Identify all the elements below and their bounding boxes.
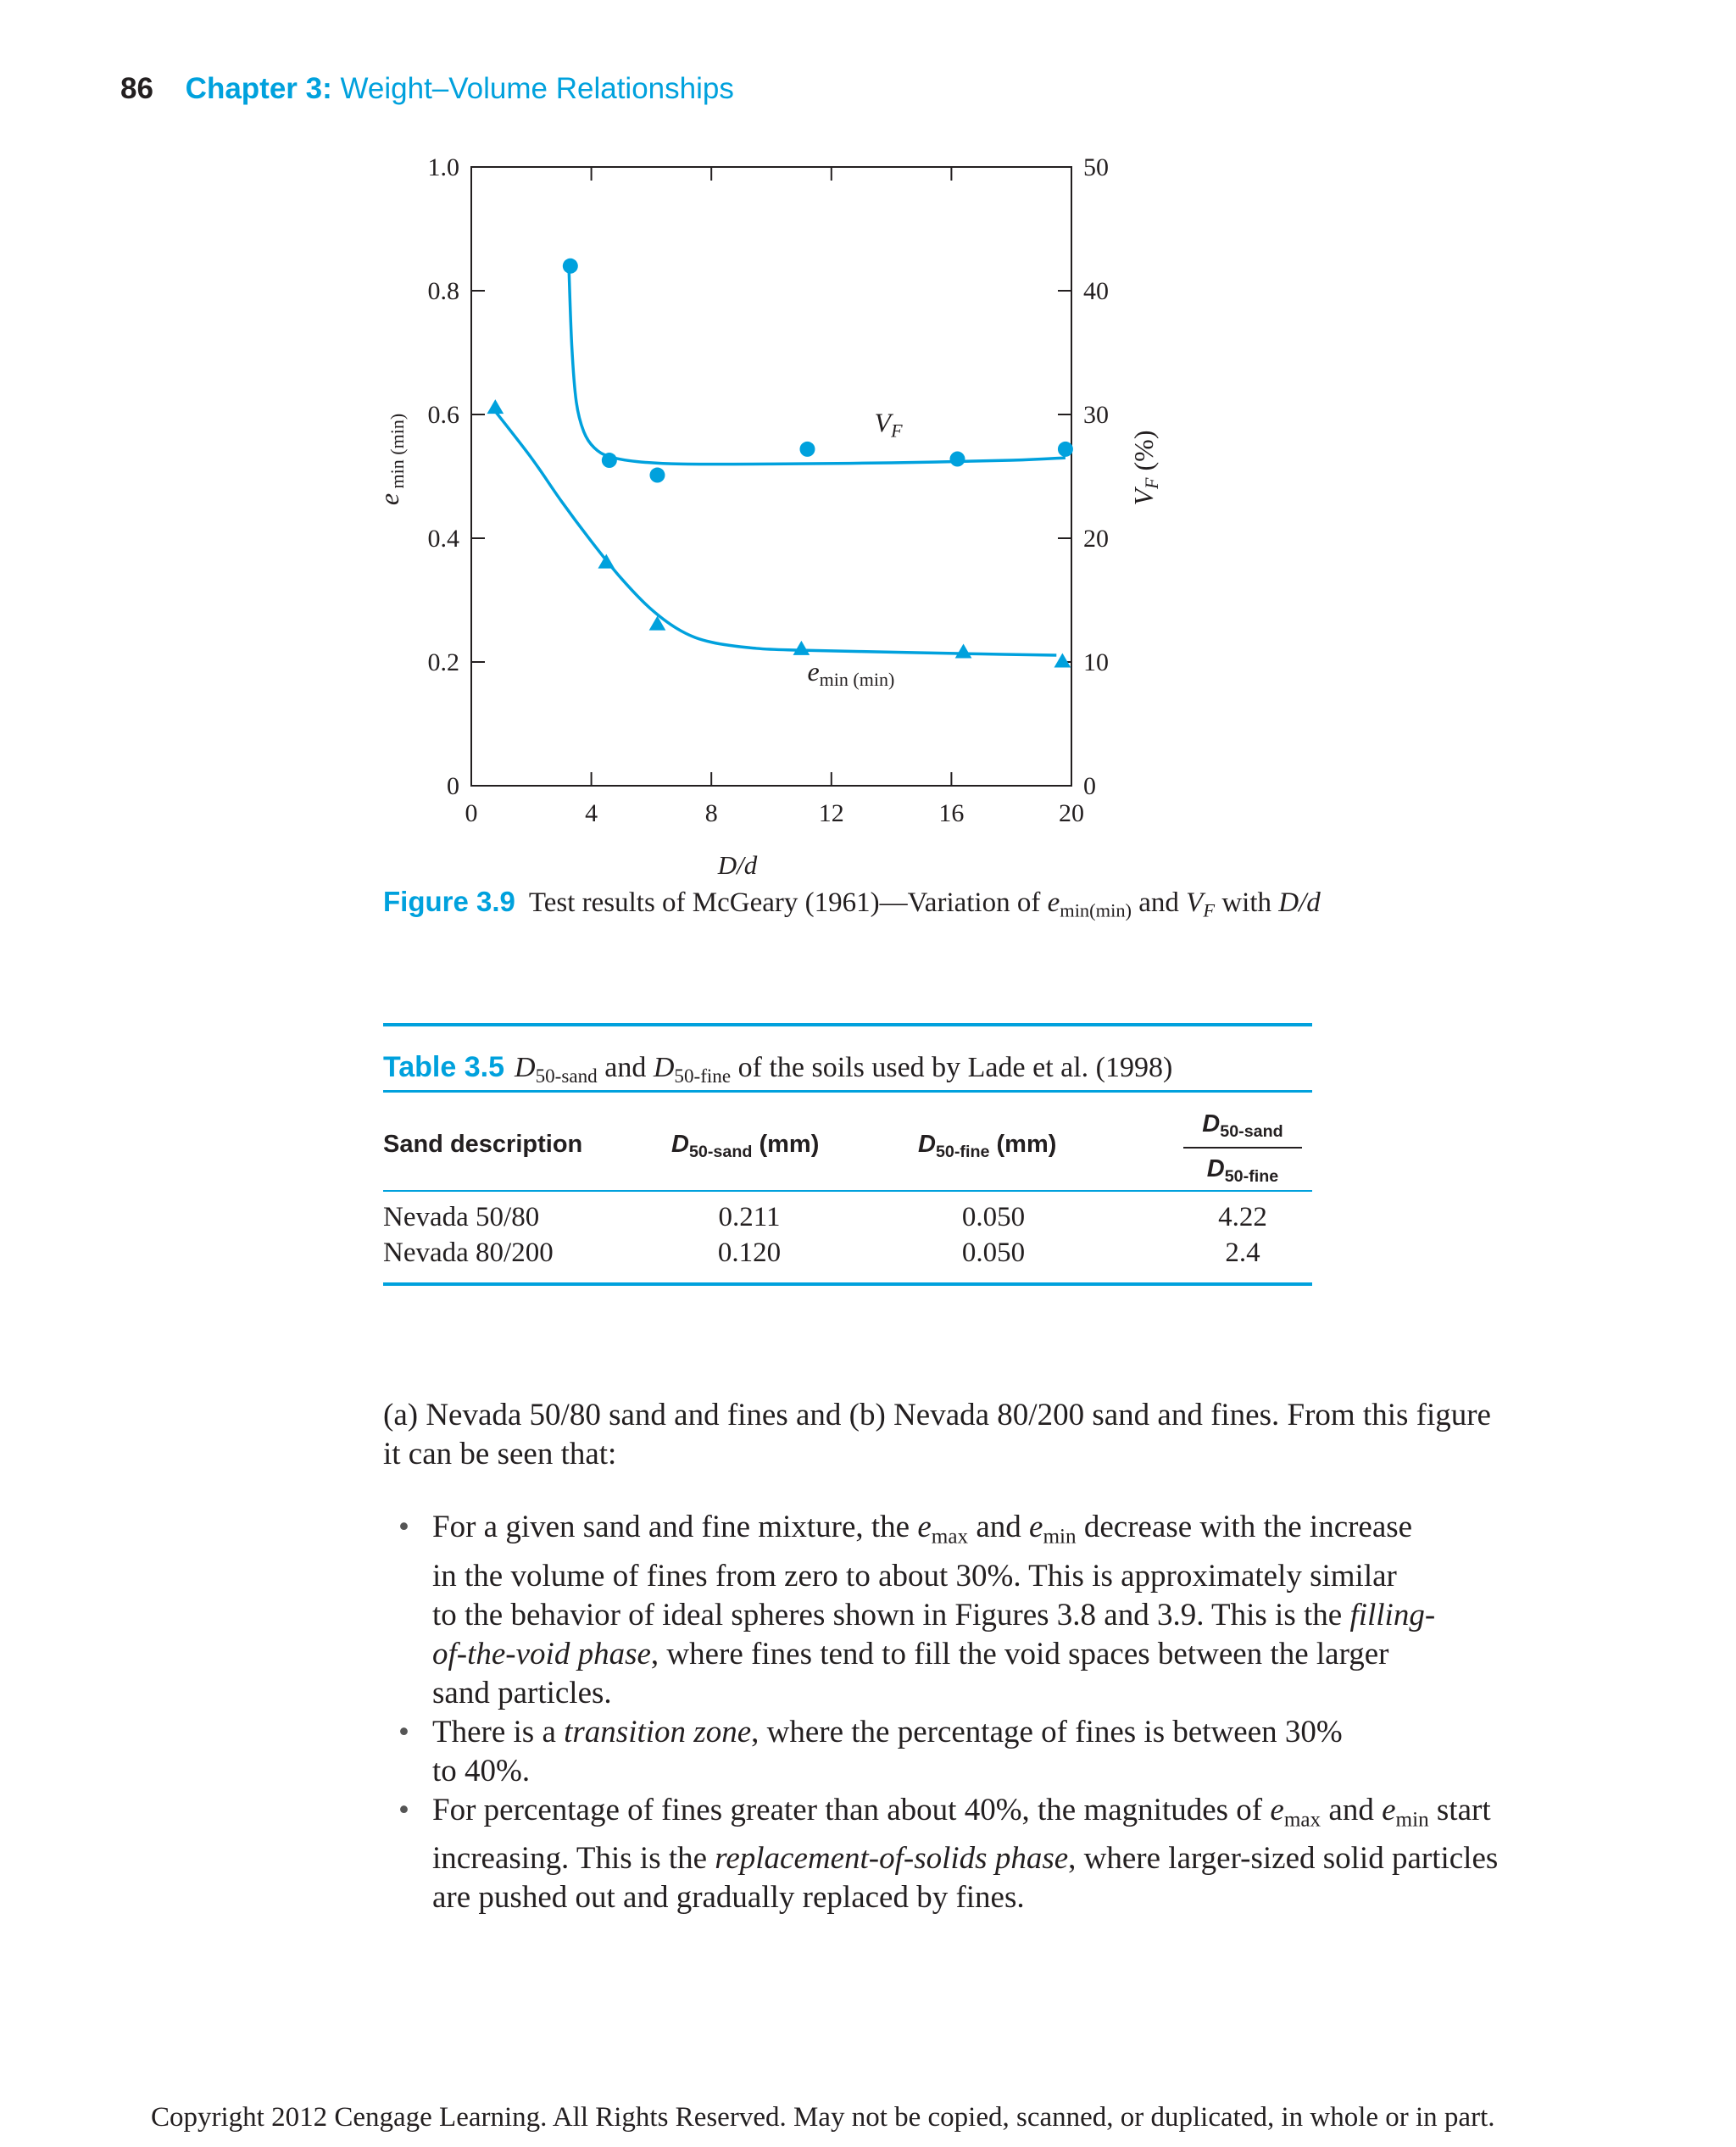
text: start xyxy=(1428,1792,1491,1827)
text: For a given sand and fine mixture, the xyxy=(432,1510,918,1544)
tcap-rest: of the soils used by Lade et al. (1998) xyxy=(731,1052,1173,1083)
bullet-line: in the volume of fines from zero to about 30%. This is approximately similar xyxy=(432,1558,1397,1594)
y-right-tick-label: 10 xyxy=(1083,648,1109,676)
paragraph-line: it can be seen that: xyxy=(383,1437,617,1471)
text: , where fines tend to fill the void spaces between the larger xyxy=(650,1636,1389,1671)
chapter-label: Chapter 3: xyxy=(185,72,332,105)
text: e xyxy=(1029,1510,1043,1544)
data-point-circle xyxy=(949,452,965,467)
bullet-line: are pushed out and gradually replaced by fines. xyxy=(432,1880,1025,1916)
text: , where larger-sized solid particles xyxy=(1068,1841,1499,1877)
caption-v-sub: F xyxy=(1203,899,1216,921)
text: increasing. This is the xyxy=(432,1841,715,1877)
x-tick-label: 0 xyxy=(465,799,478,827)
caption-v: V xyxy=(1186,887,1204,918)
cell-ratio: 4.22 xyxy=(1218,1202,1267,1232)
table-label: Table 3.5 xyxy=(383,1051,504,1083)
plot-frame xyxy=(471,167,1071,786)
bullet-line xyxy=(432,1839,1577,1878)
caption-e: e xyxy=(1047,887,1060,918)
x-tick-label: 20 xyxy=(1059,799,1084,827)
text: transition zone xyxy=(564,1714,752,1749)
table-top-rule xyxy=(383,1023,1312,1026)
table-caption xyxy=(383,1051,1172,1088)
hdr-d: D xyxy=(1206,1154,1225,1182)
bullet-list xyxy=(398,1508,1577,1917)
figure-3-9-chart xyxy=(364,140,1195,903)
hdr-d: D xyxy=(1202,1110,1221,1137)
hdr-d-sub: 50-fine xyxy=(1224,1166,1279,1186)
bullet-dot: • xyxy=(398,1792,409,1827)
text: For percentage of fines greater than about 40%, the magnitudes of xyxy=(432,1792,1271,1827)
bullet-dot: • xyxy=(398,1714,409,1749)
y-left-tick-label: 0.6 xyxy=(427,401,459,429)
bullet-line xyxy=(432,1791,1577,1840)
figure-caption xyxy=(383,886,1321,922)
text: max xyxy=(931,1525,969,1549)
data-point-triangle xyxy=(1054,653,1071,667)
y-left-tick-label: 1.0 xyxy=(427,153,459,181)
table-header-top-rule xyxy=(383,1090,1312,1093)
x-tick-label: 12 xyxy=(818,799,844,827)
fraction-bar xyxy=(1183,1147,1302,1149)
text: and xyxy=(968,1510,1030,1544)
text: of-the-void phase xyxy=(432,1636,651,1671)
text: max xyxy=(1283,1808,1321,1832)
y-right-axis-label: VF (%) xyxy=(1128,430,1162,506)
hdr-d-sub: 50-fine xyxy=(935,1142,990,1161)
figure-caption-text: Test results of McGeary (1961)—Variation of xyxy=(528,887,1048,918)
text: min xyxy=(1043,1525,1077,1549)
data-point-triangle xyxy=(793,641,810,655)
x-tick-label: 8 xyxy=(704,799,718,827)
bullet-line xyxy=(432,1635,1577,1674)
data-point-circle xyxy=(799,442,815,457)
list-item xyxy=(398,1508,1577,1713)
running-header xyxy=(120,72,734,106)
caption-e-sub: min(min) xyxy=(1060,899,1132,921)
y-left-tick-label: 0.8 xyxy=(427,277,459,305)
y-right-tick-label: 20 xyxy=(1083,525,1109,553)
paragraph-line: (a) Nevada 50/80 sand and fines and (b) Nevada 80/200 sand and fines. From this figure xyxy=(383,1398,1491,1432)
tcap-d1: D xyxy=(515,1052,536,1083)
text: e xyxy=(1382,1792,1396,1827)
caption-with: with xyxy=(1215,887,1279,918)
bullet-dot: • xyxy=(398,1510,409,1544)
cell-d-fine: 0.050 xyxy=(961,1238,1026,1268)
bullet-line: sand particles. xyxy=(432,1675,612,1710)
bullet-line xyxy=(432,1596,1577,1635)
ratio-denominator xyxy=(1183,1155,1302,1187)
ratio-numerator xyxy=(1183,1110,1302,1142)
chapter-title: Weight–Volume Relationships xyxy=(340,72,734,105)
cell-d-fine: 0.050 xyxy=(961,1202,1026,1232)
data-point-circle xyxy=(649,468,665,483)
hdr-d: D xyxy=(918,1131,936,1158)
text: decrease with the increase xyxy=(1076,1510,1413,1544)
caption-dd: D/d xyxy=(1278,887,1321,918)
text: replacement-of-solids phase xyxy=(715,1841,1069,1877)
bullet-line xyxy=(432,1713,1577,1752)
y-left-tick-label: 0.2 xyxy=(427,648,459,676)
data-point-triangle xyxy=(598,554,615,569)
data-point-triangle xyxy=(487,399,504,414)
bullet-line: to 40%. xyxy=(432,1753,531,1788)
bullet-line xyxy=(432,1508,1577,1557)
series-curve-emin xyxy=(495,411,1056,655)
table-header-bottom-rule xyxy=(383,1190,1312,1192)
text: e xyxy=(1270,1792,1284,1827)
y-left-axis-label: e min (min) xyxy=(374,413,408,506)
series-label-vf: VF xyxy=(874,407,903,442)
tcap-and: and xyxy=(597,1052,654,1083)
tcap-d1-sub: 50-sand xyxy=(535,1065,598,1087)
x-tick-label: 16 xyxy=(938,799,965,827)
hdr-d: D xyxy=(671,1131,689,1158)
cell-d-sand: 0.211 xyxy=(718,1202,781,1232)
text: min xyxy=(1395,1808,1429,1832)
page-number: 86 xyxy=(120,72,153,105)
y-right-tick-label: 50 xyxy=(1083,153,1109,181)
y-right-tick-label: 40 xyxy=(1083,277,1109,305)
caption-and: and xyxy=(1132,887,1187,918)
text: and xyxy=(1321,1792,1383,1827)
series-curve-vf xyxy=(569,266,1066,464)
col-header-d50-fine xyxy=(918,1131,1056,1162)
hdr-d-sub: 50-sand xyxy=(1220,1121,1283,1141)
data-point-circle xyxy=(1058,442,1073,457)
hdr-unit: (mm) xyxy=(752,1131,820,1158)
x-tick-label: 4 xyxy=(585,799,598,827)
text: There is a xyxy=(432,1714,565,1749)
y-left-tick-label: 0.4 xyxy=(427,525,459,553)
y-right-tick-label: 0 xyxy=(1083,772,1096,800)
col-header-ratio xyxy=(1183,1110,1302,1187)
tcap-d2: D xyxy=(653,1052,675,1083)
text: to the behavior of ideal spheres shown in Figures 3.8 and 3.9. This is the xyxy=(432,1597,1350,1632)
series-label-emin: emin (min) xyxy=(807,655,895,690)
list-item xyxy=(398,1713,1577,1791)
figure-label: Figure 3.9 xyxy=(383,886,515,917)
body-paragraph xyxy=(383,1396,1570,1474)
data-point-circle xyxy=(563,259,578,274)
y-right-tick-label: 30 xyxy=(1083,401,1109,429)
table-bottom-rule xyxy=(383,1282,1312,1286)
y-left-tick-label: 0 xyxy=(447,772,459,800)
cell-ratio: 2.4 xyxy=(1225,1238,1260,1268)
tcap-d2-sub: 50-fine xyxy=(674,1065,732,1087)
x-axis-label: D/d xyxy=(717,850,758,880)
col-header-sand: Sand description xyxy=(383,1131,583,1158)
copyright-notice: Copyright 2012 Cengage Learning. All Rights Reserved. May not be copied, scanned, or duplicated, in whole or in part. xyxy=(151,2102,1495,2133)
cell-sand: Nevada 80/200 xyxy=(383,1238,554,1268)
text: filling- xyxy=(1349,1597,1436,1632)
col-header-d50-sand xyxy=(671,1131,819,1162)
data-point-circle xyxy=(602,453,617,468)
hdr-d-sub: 50-sand xyxy=(688,1142,753,1161)
data-point-triangle xyxy=(955,644,972,659)
list-item xyxy=(398,1791,1577,1918)
text: , where the percentage of fines is between 30% xyxy=(751,1714,1343,1749)
text: e xyxy=(917,1510,932,1544)
cell-d-sand: 0.120 xyxy=(717,1238,782,1268)
hdr-unit: (mm) xyxy=(989,1131,1057,1158)
cell-sand: Nevada 50/80 xyxy=(383,1202,540,1232)
